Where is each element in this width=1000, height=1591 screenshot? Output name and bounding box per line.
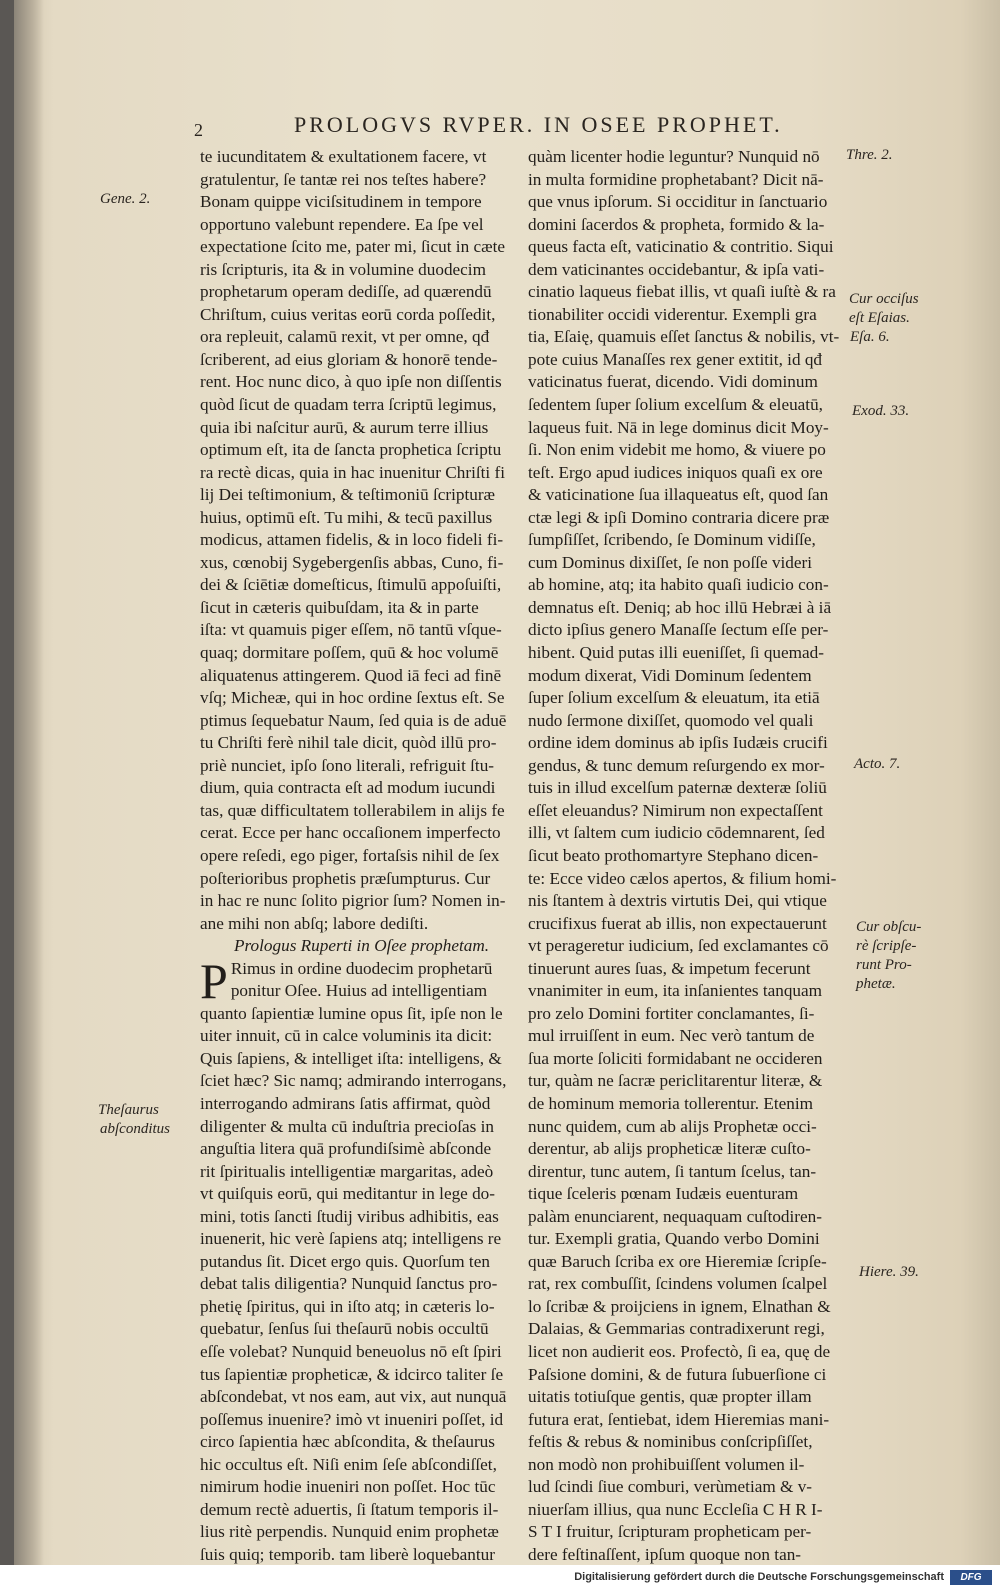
text-line: que vnus ipſorum. Si occiditur in ſanctuario xyxy=(528,192,828,212)
text-line: queus facta eſt, vaticinatio & contritio. Siqui xyxy=(528,237,834,257)
text-line: quaq; dormitare poſſem, quū & hoc volumē xyxy=(200,643,499,663)
text-line: rent. Hoc nunc dico, à quo ipſe non diſſentis xyxy=(200,372,502,392)
text-line: Dalaias, & Gemmarias contradixerunt regi, xyxy=(528,1319,825,1339)
text-line: rat, rex combuſſit, ſcindens volumen ſcalpel xyxy=(528,1274,828,1294)
text-line: nimirum hodie inueniri non poſſet. Hoc tūc xyxy=(200,1477,496,1497)
text-line: tia, Eſaię, quamuis eſſet ſanctus & nobilis, vt- xyxy=(528,327,840,347)
text-line: modicus, attamen fidelis, & in loco fideli fi- xyxy=(200,530,504,550)
text-line: tinuerunt aures ſuas, & impetum fecerunt xyxy=(528,958,811,978)
text-line: uiter innuit, cū in calce voluminis ita dicit: xyxy=(200,1026,493,1046)
text-line: futura erat, ſentiebat, idem Hieremias mani- xyxy=(528,1409,830,1429)
text-line: vnanimiter in eum, ita inſanientes tanquam xyxy=(528,981,823,1001)
text-line: dei & ſciētiæ domeſticus, ſtimulū appoſuiſti, xyxy=(200,575,502,595)
text-line: lij Dei teſtimonium, & teſtimoniū ſcripturæ xyxy=(200,485,496,505)
text-line: in multa formidine prophetabant? Dicit nā- xyxy=(528,169,824,189)
text-line: aliquatenus attingerem. Quod iā feci ad finē xyxy=(200,665,502,685)
margin-note-cur-occisus: Cur occiſus xyxy=(849,291,919,307)
text-line: hic occultus eſt. Niſi enim ſeſe abſcondiſſet, xyxy=(200,1454,497,1474)
text-line: expectatione ſcito me, pater mi, ſicut in cæte xyxy=(200,237,505,257)
margin-note-cur-obscure: phetæ. xyxy=(856,976,896,992)
text-line: quæ Baruch ſcriba ex ore Hieremiæ ſcripſe- xyxy=(528,1251,827,1271)
text-line: iſta: vt quamuis piger eſſem, nō tantū vſque- xyxy=(200,620,502,640)
prologue-opening xyxy=(200,952,522,1009)
text-line: vt peragеretur iudicium, ſed exclamantes cō xyxy=(528,936,829,956)
text-line: prophetarum operam dediſſe, ad quærendū xyxy=(200,282,492,302)
text-line: ſicut in cæteris quibuſdam, ita & in parte xyxy=(200,597,479,617)
text-line: ſua morte ſoliciti formidabant ne occideren xyxy=(528,1048,823,1068)
text-line: direntur, tunc autem, ſi tantum ſcelus, tan- xyxy=(528,1161,817,1181)
text-line: optimum eſt, ita de ſancta prophetica ſcriptu xyxy=(200,440,502,460)
text-line: mul irruiſſent in eum. Nec verò tantum de xyxy=(528,1026,815,1046)
text-line: ra rectè dicas, quia in hac inuenitur Chriſti fi xyxy=(200,462,505,482)
text-line: quebatur, ſenſus ſui theſaurū nobis occultū xyxy=(200,1319,489,1339)
text-line: lius ritè perpendis. Nunquid enim prophetæ xyxy=(200,1522,499,1542)
text-line: hibent. Quid putas illi eueniſſet, ſi quemad- xyxy=(528,643,824,663)
text-line: illi, vt ſaltem cum iudicio cōdemnarent, ſed xyxy=(528,823,825,843)
book-page xyxy=(14,0,1000,1565)
text-line: te iucunditatem & exultationem facere, vt xyxy=(200,147,487,166)
text-line: ab homine, atq; ita habito quaſi iudicio con- xyxy=(528,575,829,595)
text-line: ſicut beato prothomartyre Stephano dicen- xyxy=(528,845,819,865)
text-line: quàm licenter hodie leguntur? Nunquid nō xyxy=(528,147,820,166)
text-line: Quis ſapiens, & intelliget iſta: intelligens, & xyxy=(200,1048,502,1068)
digitization-footer xyxy=(0,1565,1000,1591)
text-line: gratulentur, ſe tantæ rei nos teſtes habere? xyxy=(200,169,487,189)
text-line: domini ſacerdos & propheta, formido & la- xyxy=(528,214,825,234)
text-line: cinatio laqueus fiebat illis, vt quaſi iuſtè & ra xyxy=(528,282,836,302)
text-line: ſedentem ſuper ſolium excelſum & eleuatū, xyxy=(528,395,823,415)
text-line: lud ſcindi ſiue comburi, verùmetiam & v- xyxy=(528,1477,813,1497)
text-line: tionabiliter occidi viderentur. Exempli gra xyxy=(528,304,817,324)
margin-note-hiere: Hiere. 39. xyxy=(859,1264,919,1280)
text-line: vaticinatus fuerat, dicendo. Vidi dominum xyxy=(528,372,818,392)
text-line: opportuno valebunt rependere. Ea ſpe vel xyxy=(200,214,484,234)
margin-note-thesaurus: Theſaurus xyxy=(98,1102,159,1118)
text-line: vſq; Micheæ, qui in hoc ordine ſextus eſt. Se xyxy=(200,688,505,708)
margin-note-thre: Thre. 2. xyxy=(846,147,893,163)
text-line: Bonam quippe viciſsitudinem in tempore xyxy=(200,192,482,212)
text-line: quòd ſicut de quadam terra ſcriptū legimus, xyxy=(200,395,497,415)
text-line: tus ſapientiæ propheticæ, & idcirco taliter ſe xyxy=(200,1364,504,1384)
text-line: derentur, ab alijs propheticæ literæ cuſto- xyxy=(528,1139,811,1159)
margin-note-cur-occisus: eſt Eſaias. xyxy=(849,310,910,326)
margin-note-gene: Gene. 2. xyxy=(100,191,151,207)
text-line: pote cuius Manaſſes rex gener extitit, id qđ xyxy=(528,349,823,369)
text-line: circo ſapientia hæc abſcondita, & theſaurus xyxy=(200,1432,495,1452)
book-spine-shadow xyxy=(14,0,44,1565)
text-line: priè nunciet, ipſo ſono literali, refriguit ſtu- xyxy=(200,755,495,775)
text-line: interrogando admirans ſatis affirmat, quòd xyxy=(200,1093,491,1113)
text-line: demum rectè aduertis, ſi ſtatum temporis il- xyxy=(200,1499,499,1519)
margin-note-cur-obscure: Cur obſcu- xyxy=(856,919,922,935)
text-line: debat talis diligentia? Nunquid ſanctus pro- xyxy=(200,1274,498,1294)
text-line: feſtis & rebus & nominibus conſcripſiſſet, xyxy=(528,1432,813,1452)
dfg-logo: DFG xyxy=(950,1570,992,1585)
text-line: dium, quia contracta eſt ad modum iucundi xyxy=(200,778,496,798)
text-line: poſterioribus prophetis præſumpturus. Cur xyxy=(200,868,491,888)
margin-note-cur-obscure: runt Pro- xyxy=(856,957,912,973)
text-line: ſumpſiſſet, ſcribendo, ſe Dominum vidiſſe, xyxy=(528,530,816,550)
funding-credit: Digitalisierung gefördert durch die Deutsche Forschungsgemeinschaft xyxy=(574,1571,944,1583)
text-line: dicto ipſius genero Manaſſe ſectum eſſe per- xyxy=(528,620,829,640)
text-line: ordine idem dominus ab ipſis Iudæis crucifi xyxy=(528,733,828,753)
text-line: laqueus fuit. Nā in lege dominus dicit Moy- xyxy=(528,417,829,437)
text-line: palàm enunciarent, nequaquam cuſtodiren- xyxy=(528,1206,822,1226)
text-line: cerat. Ecce per hanc occaſionem imperfecto xyxy=(200,823,501,843)
text-line: nis ſtantem à dextris virtutis Dei, qui vtique xyxy=(528,891,827,911)
text-line: eſſe volebat? Nunquid beneuolus nō eſt ſpiri xyxy=(200,1341,502,1361)
text-line: inuenerit, hic verè ſapiens atq; intelligens re xyxy=(200,1229,502,1249)
left-text-column xyxy=(200,146,522,1566)
left-column-text xyxy=(200,146,522,935)
text-line: tu Chriſti ferè nihil tale dicit, quòd illū pro- xyxy=(200,733,497,753)
text-line: licet non audierit eos. Profectò, ſi ea, quę de xyxy=(528,1341,831,1361)
text-line: tuis in illud excelſum paternæ dexteræ ſoliū xyxy=(528,778,827,798)
text-line: dere feſtinaſſent, ipſum quoque non tan- xyxy=(528,1544,802,1564)
text-line: lo ſcribæ & proijciens in ignem, Elnathan & xyxy=(528,1296,831,1316)
text-line: modum dixerat, Vidi Dominum ſedentem xyxy=(528,665,812,685)
text-line: nunc quidem, cum ab alijs Prophetæ occi- xyxy=(528,1116,817,1136)
text-line: rit ſpiritualis intelligentiæ margaritas, adeò xyxy=(200,1161,494,1181)
text-line: ora repleuit, calamū rexit, vt per omne, qđ xyxy=(200,327,490,347)
text-line: vt quiſquis eorū, qui meditantur in lege do- xyxy=(200,1184,495,1204)
margin-note-acto: Acto. 7. xyxy=(854,756,901,772)
text-line: anguſtia litera quā profundiſsimè abſconde xyxy=(200,1139,492,1159)
text-line: Chriſtum, cuius veritas eorū corda poſſedit, xyxy=(200,304,496,324)
text-line: ponitur Oſee. Huius ad intelligentiam xyxy=(230,981,488,1001)
text-line: eſſet eleuandus? Nimirum non expectaſſent xyxy=(528,800,823,820)
text-line: ane mihi non abſq; labore dediſti. xyxy=(200,913,429,933)
text-line: ſciet hæc? Sic namq; admirando interrogans, xyxy=(200,1071,507,1091)
running-head: PROLOGVS RVPER. IN OSEE PROPHET. xyxy=(294,112,783,137)
text-line: Paſsione domini, & de futura ſubuerſione ci xyxy=(528,1364,827,1384)
text-line: ſuper ſolium excelſum & eleuatum, ita etiā xyxy=(528,688,820,708)
text-line: pro zelo Domini fortiter conclamantes, ſi- xyxy=(528,1003,815,1023)
text-line: quanto ſapientiæ lumine opus ſit, ipſe non le xyxy=(200,1003,503,1023)
text-line: poſſemus inuenire? imò vt inueniri poſſet, id xyxy=(200,1409,504,1429)
text-line: de hominum memoria tollerentur. Etenim xyxy=(528,1093,813,1113)
text-line: teſt. Ergo apud iudices iniquos quaſi ex ore xyxy=(528,462,823,482)
text-line: ris ſcripturis, ita & in volumine duodecim xyxy=(200,259,486,279)
text-line: quia ibi naſcitur aurū, & aurum terre illius xyxy=(200,417,489,437)
text-line: in hac re nunc ſolito pigrior ſum? Nomen in- xyxy=(200,891,506,911)
text-line: ſi. Non enim videbit me homo, & viuere po xyxy=(528,440,826,460)
text-line: tas, quæ difficultatem tollerabilem in alijs fe xyxy=(200,800,505,820)
text-line: uitatis totiuſque gentis, quæ propter illam xyxy=(528,1387,812,1407)
text-line: crucifixus fuerat ab illis, non expectauerunt xyxy=(528,913,827,933)
text-line: mini, totis ſancti ſtudij viribus adhibitis, eas xyxy=(200,1206,499,1226)
text-line: S T I fruitur, ſcripturam propheticam per- xyxy=(528,1522,812,1542)
text-line: huius, optimū eſt. Tu mihi, & tecū paxillus xyxy=(200,507,493,527)
text-line: xus, cœnobij Sygebergenſis abbas, Cuno, fi- xyxy=(200,552,504,572)
text-line: putandus ſit. Dicet ergo quis. Quorſum ten xyxy=(200,1251,490,1271)
margin-note-exod: Exod. 33. xyxy=(852,403,910,419)
text-line: tique ſceleris pœnam Iudæis euenturam xyxy=(528,1184,799,1204)
text-line: ſcriberent, ad eius gloriam & honorē tende- xyxy=(200,349,498,369)
text-line: diligenter & multa cū induſtria precioſas in xyxy=(200,1116,495,1136)
text-line: & vaticinatione ſua illaqueatus eſt, quod ſan xyxy=(528,485,829,505)
text-line: ſuis quiq; temporib. tam liberè loquebantur xyxy=(200,1544,495,1564)
text-line: non modò non prohibuiſſent volumen il- xyxy=(528,1454,805,1474)
text-line: tur. Exempli gratia, Quando verbo Domini xyxy=(528,1229,820,1249)
prologue-subheading: Prologus Ruperti in Oſee prophetam. xyxy=(234,936,490,956)
text-line: dem vaticinantes occidebantur, & ipſa vati- xyxy=(528,259,825,279)
text-line: ctæ legi & ipſi Domino contraria dicere præ xyxy=(528,507,830,527)
margin-note-esa: Eſa. 6. xyxy=(850,329,890,345)
left-column-text-continued xyxy=(200,1003,522,1567)
text-line: phetię ſpiritus, qui in iſto atq; in cæteris lo- xyxy=(200,1296,495,1316)
margin-note-thesaurus: abſconditus xyxy=(100,1121,170,1137)
text-line: niuerſam illius, qua nunc Eccleſia C H R I- xyxy=(528,1499,823,1519)
text-line: opere reſedi, ego piger, fortaſsis nihil de ſex xyxy=(200,845,500,865)
drop-capital: P xyxy=(200,952,228,1009)
page-number: 2 xyxy=(194,120,203,140)
text-line: gendus, & tunc demum reſurgendo ex mor- xyxy=(528,755,825,775)
text-line: tur, quàm ne ſacræ periclitarentur literæ, & xyxy=(528,1071,823,1091)
margin-note-cur-obscure: rè ſcripſe- xyxy=(856,938,917,954)
text-line: Rimus in ordine duodecim prophetarū xyxy=(230,958,493,978)
text-line: ptimus ſequebatur Naum, ſed quia is de aduē xyxy=(200,710,507,730)
right-text-column xyxy=(528,146,868,1589)
text-line: cum Dominus dixiſſet, ſe non poſſe videri xyxy=(528,552,813,572)
text-line: abſcondebat, vt nos eam, aut vix, aut nunquā xyxy=(200,1387,507,1407)
text-line: nudo ſermone dixiſſet, quomodo vel quali xyxy=(528,710,814,730)
text-line: demnatus eſt. Deniq; ab hoc illū Hebræi à iā xyxy=(528,597,832,617)
text-line: te: Ecce video cælos apertos, & filium homi- xyxy=(528,868,837,888)
